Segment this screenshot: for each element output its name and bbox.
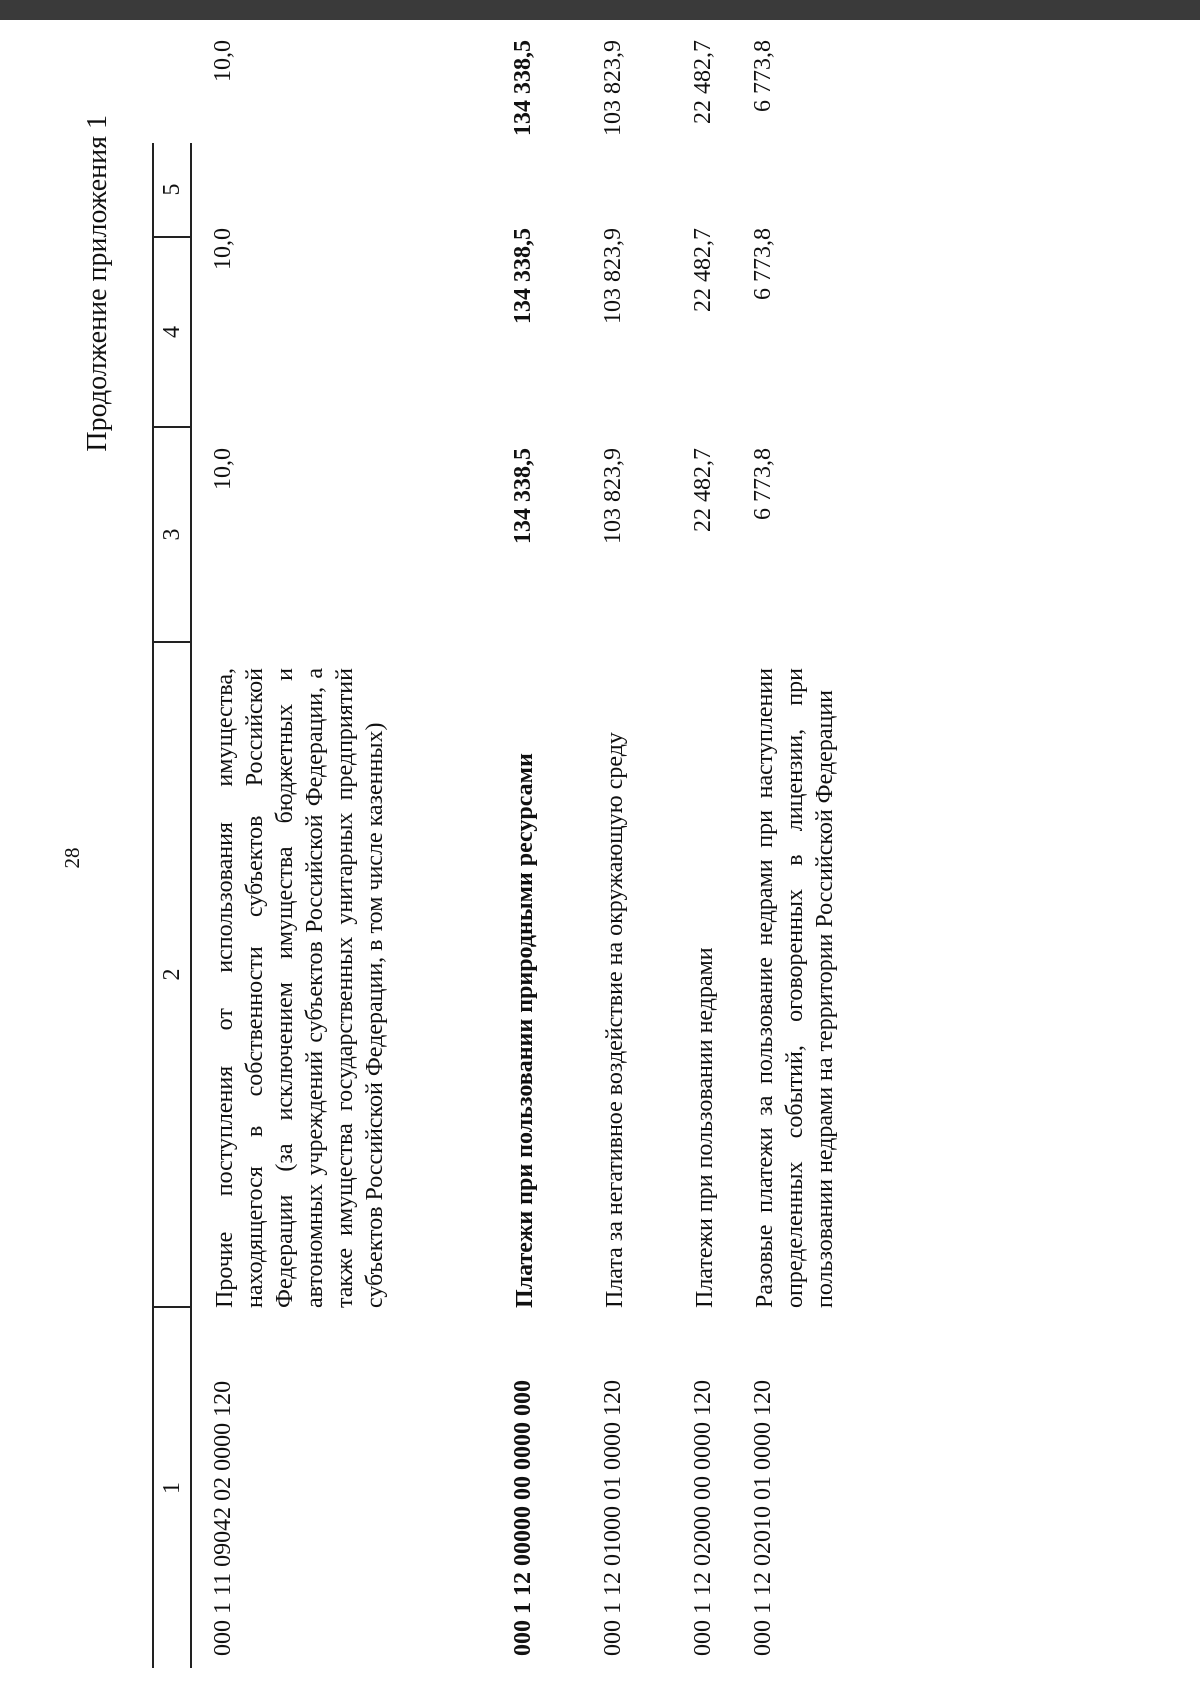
value-col-3: 10,0	[210, 448, 236, 490]
header-col-2: 2	[154, 643, 190, 1308]
value-col-4: 10,0	[210, 228, 236, 270]
budget-code: 000 1 12 02010 01 0000 120	[750, 1380, 776, 1656]
value-col-4: 134 338,5	[510, 228, 536, 324]
page-number: 28	[60, 847, 84, 869]
budget-code: 000 1 12 00000 00 0000 000	[510, 1380, 536, 1656]
row-description: Прочие поступления от использования имущества, находящегося в собственности субъектов Российской Федерации (за исключением имущества бюджетных и автономных учреждений субъектов Российской Федерации, а также имущества государственных унитарных предприятий субъектов Российской Федерации, в том числе казенных)	[212, 668, 388, 1308]
value-col-4: 103 823,9	[600, 228, 626, 324]
row-description: Плата за негативное воздействие на окружающую среду	[602, 732, 628, 1308]
row-description: Разовые платежи за пользование недрами при наступлении определенных событий, оговоренных в лицензии, при пользовании недрами на территории Российской Федерации	[752, 668, 838, 1308]
budget-code: 000 1 12 02000 00 0000 120	[690, 1380, 716, 1656]
value-col-4: 6 773,8	[750, 228, 776, 300]
table-header	[152, 143, 192, 1668]
budget-code: 000 1 12 01000 01 0000 120	[600, 1380, 626, 1656]
value-col-5: 22 482,7	[690, 40, 716, 124]
row-description: Платежи при пользовании недрами	[692, 947, 718, 1308]
header-col-4: 4	[154, 238, 190, 428]
header-col-1: 1	[159, 1482, 185, 1494]
appendix-continuation-note: Продолжение приложения 1	[82, 115, 113, 452]
scan-edge	[0, 0, 1200, 20]
value-col-5: 134 338,5	[510, 40, 536, 136]
value-col-4: 22 482,7	[690, 228, 716, 312]
value-col-5: 103 823,9	[600, 40, 626, 136]
header-col-5: 5	[154, 143, 190, 238]
value-col-5: 6 773,8	[750, 40, 776, 112]
value-col-3: 22 482,7	[690, 448, 716, 532]
value-col-3: 6 773,8	[750, 448, 776, 520]
value-col-3: 134 338,5	[510, 448, 536, 544]
value-col-5: 10,0	[210, 40, 236, 82]
budget-code: 000 1 11 09042 02 0000 120	[210, 1380, 236, 1656]
row-description: Платежи при пользовании природными ресурсами	[512, 753, 538, 1308]
value-col-3: 103 823,9	[600, 448, 626, 544]
header-col-3: 3	[154, 428, 190, 643]
